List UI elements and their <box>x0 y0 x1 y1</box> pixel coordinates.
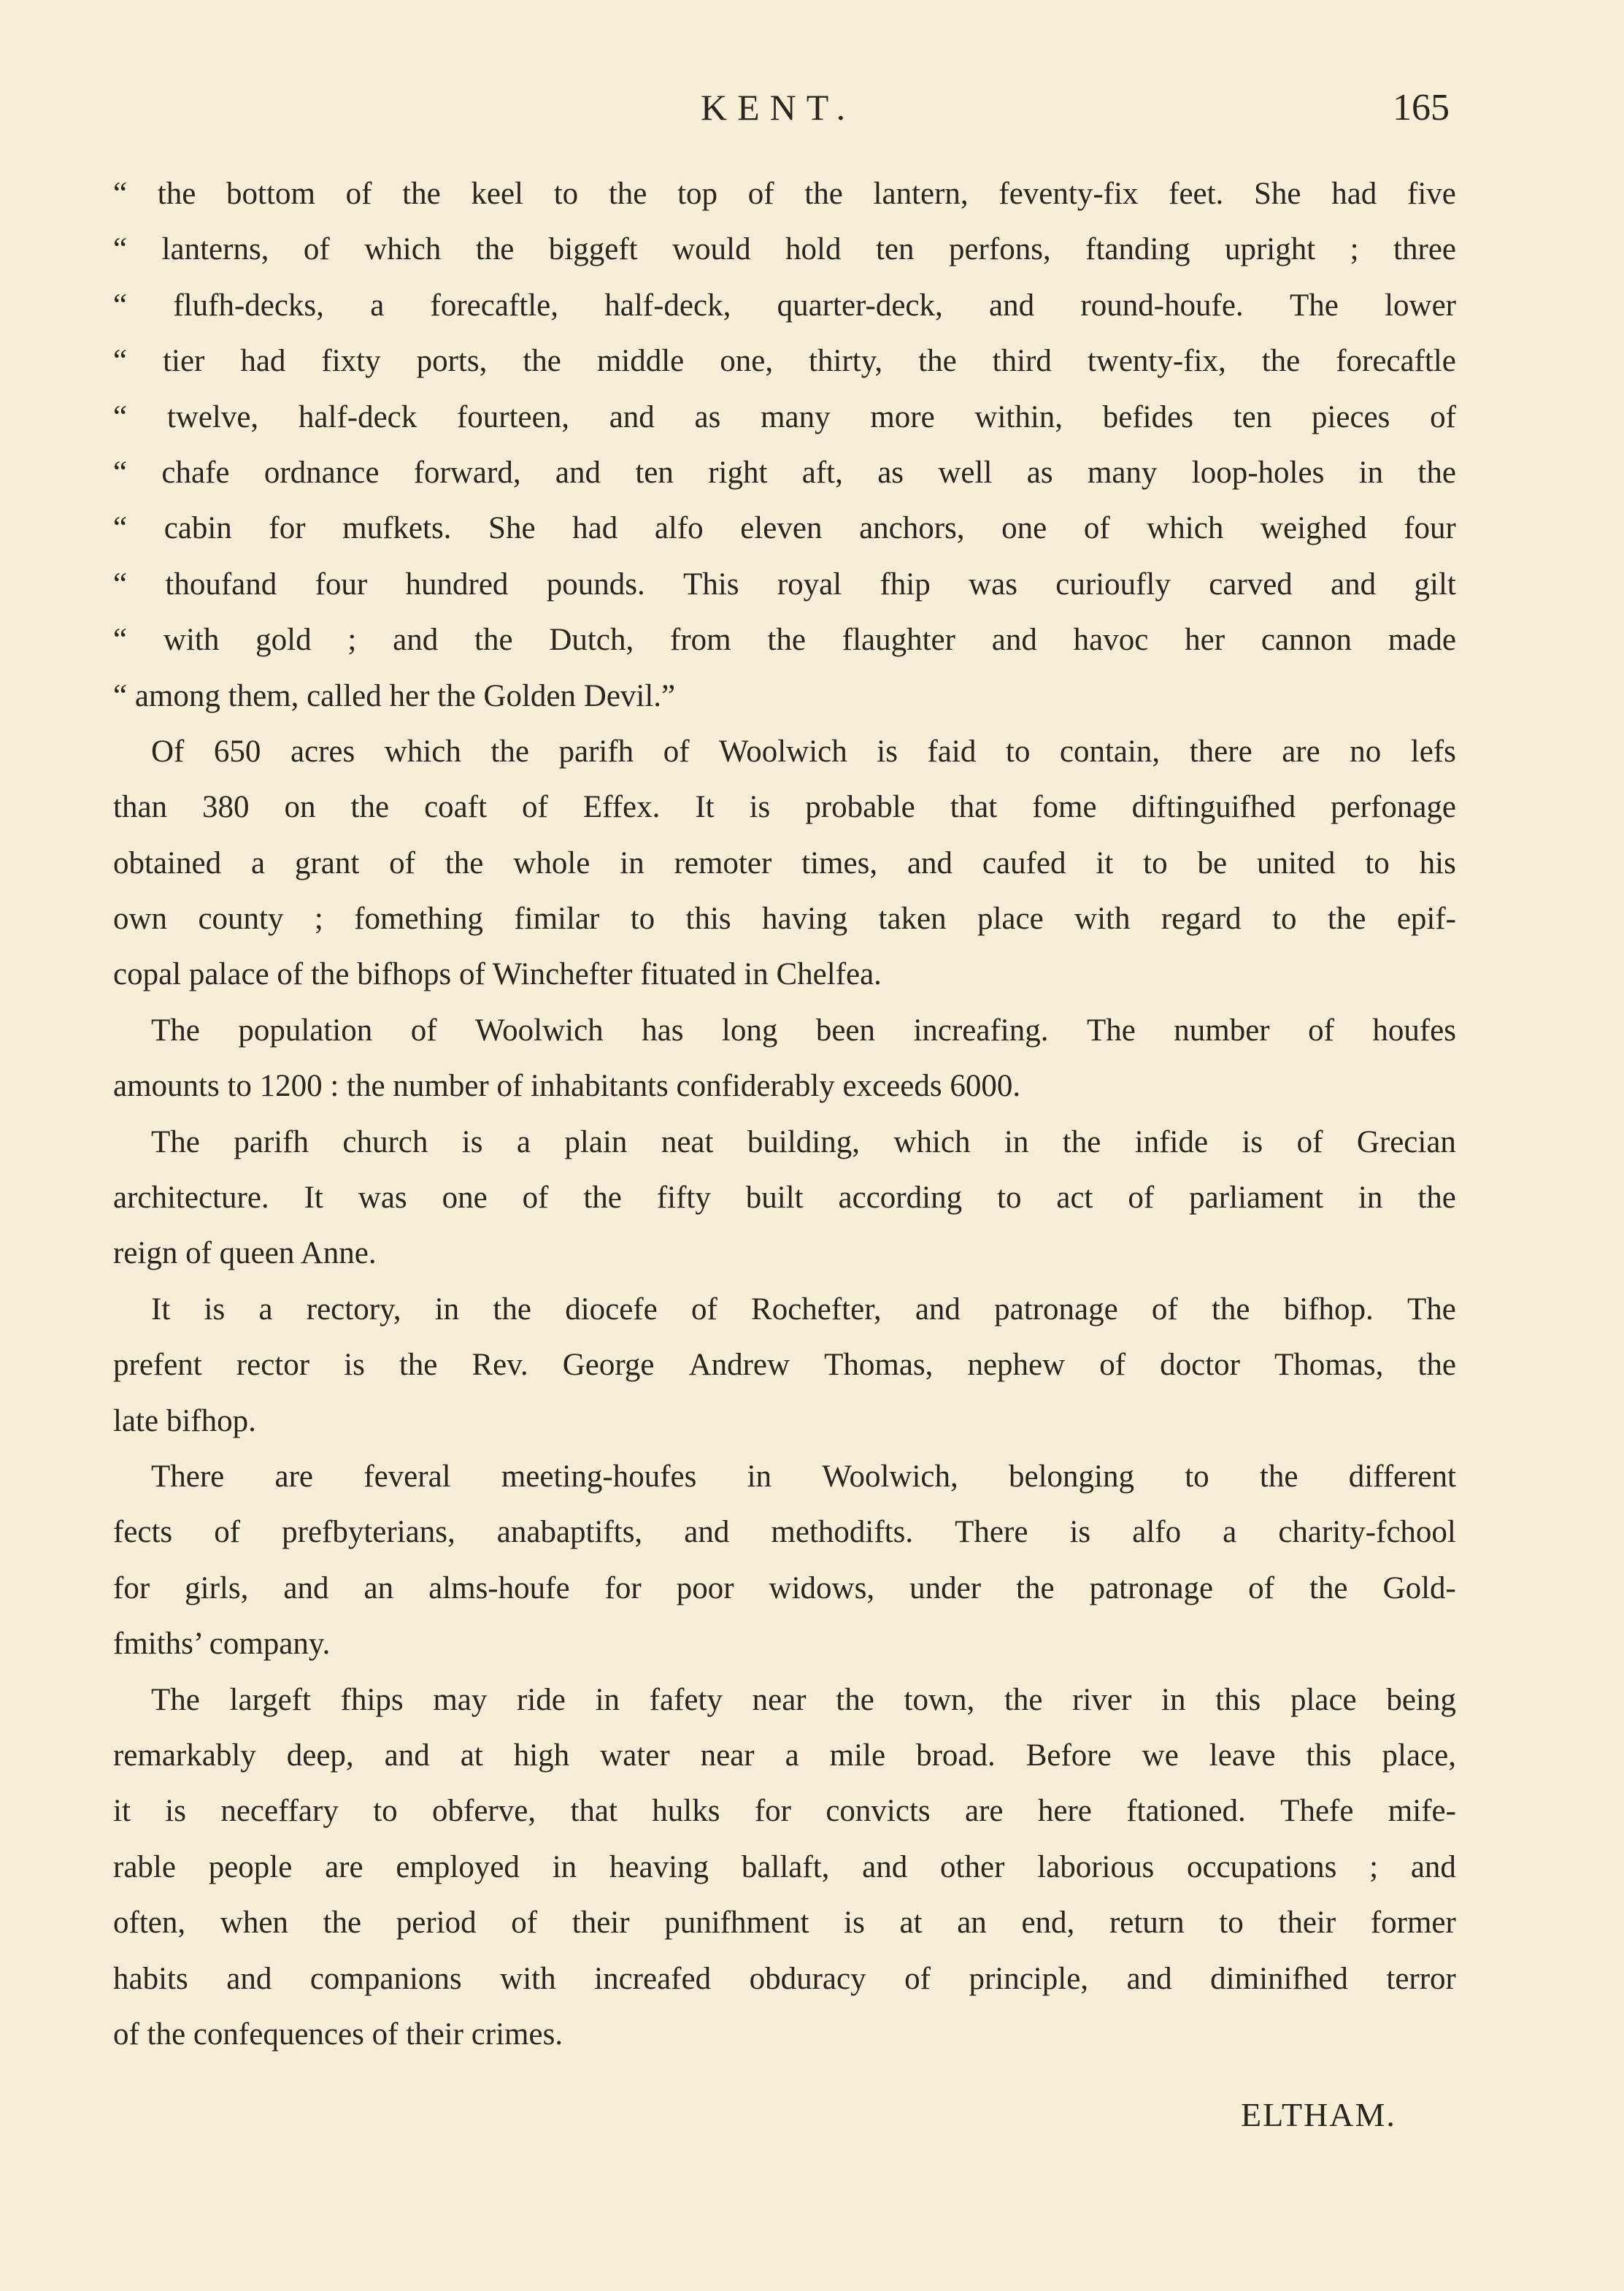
text-line: Of 650 acres which the parifh of Woolwich is faid to contain, there are no lefs <box>151 734 1456 769</box>
page-number: 165 <box>1393 87 1450 128</box>
text-line: “ thoufand four hundred pounds. This royal fhip was curioufly carved and gilt <box>113 567 1456 602</box>
text-line: “ lanterns, of which the biggeft would hold ten perfons, ftanding upright ; three <box>113 232 1456 267</box>
text-line: “ twelve, half-deck fourteen, and as many more within, befides ten pieces of <box>113 399 1456 434</box>
text-line: rable people are employed in heaving ballaft, and other laborious occupations ; and <box>113 1849 1456 1884</box>
text-line: “ cabin for mufkets. She had alfo eleven anchors, one of which weighed four <box>113 511 1456 546</box>
text-line: It is a rectory, in the diocefe of Rochefter, and patronage of the bifhop. The <box>151 1292 1456 1327</box>
text-line: “ the bottom of the keel to the top of the lantern, feventy-fix feet. She had five <box>113 177 1456 211</box>
text-line: architecture. It was one of the fifty built according to act of parliament in the <box>113 1181 1456 1216</box>
text-line: The population of Woolwich has long been increafing. The number of houfes <box>151 1013 1456 1048</box>
text-line: late bifhop. <box>113 1403 256 1438</box>
text-line: “ with gold ; and the Dutch, from the flaughter and havoc her cannon made <box>113 623 1456 658</box>
text-line: amounts to 1200 : the number of inhabitants confiderably exceeds 6000. <box>113 1069 1021 1104</box>
text-line: The largeft fhips may ride in fafety near the town, the river in this place being <box>151 1682 1456 1717</box>
text-line: “ flufh-decks, a forecaftle, half-deck, quarter-deck, and round-houfe. The lower <box>113 288 1456 323</box>
running-title: KENT. <box>701 87 856 128</box>
text-line: often, when the period of their punifhment is at an end, return to their former <box>113 1906 1456 1941</box>
body-text <box>113 166 1456 2062</box>
text-line: it is neceffary to obferve, that hulks for convicts are here ftationed. Thefe mife- <box>113 1794 1456 1829</box>
text-line: “ among them, called her the Golden Devil.” <box>113 678 676 713</box>
text-line: “ chafe ordnance forward, and ten right aft, as well as many loop-holes in the <box>113 455 1456 490</box>
text-line: for girls, and an alms-houfe for poor widows, under the patronage of the Gold- <box>113 1570 1456 1605</box>
text-line: The parifh church is a plain neat building, which in the infide is of Grecian <box>151 1124 1456 1159</box>
text-line: prefent rector is the Rev. George Andrew Thomas, nephew of doctor Thomas, the <box>113 1348 1456 1383</box>
text-line: obtained a grant of the whole in remoter times, and caufed it to be united to his <box>113 845 1456 880</box>
text-line: habits and companions with increafed obduracy of principle, and diminifhed terror <box>113 1961 1456 1996</box>
text-line: own county ; fomething fimilar to this having taken place with regard to the epif- <box>113 902 1456 937</box>
text-line: There are feveral meeting-houfes in Woolwich, belonging to the different <box>151 1459 1456 1494</box>
text-line: fects of prefbyterians, anabaptifts, and methodifts. There is alfo a charity-fchool <box>113 1515 1456 1550</box>
catchword: ELTHAM. <box>1241 2096 1396 2133</box>
text-line: remarkably deep, and at high water near a mile broad. Before we leave this place, <box>113 1738 1456 1773</box>
text-line: of the confequences of their crimes. <box>113 2016 563 2052</box>
text-line: copal palace of the bifhops of Winchefter fituated in Chelfea. <box>113 957 882 992</box>
text-line: fmiths’ company. <box>113 1627 331 1662</box>
text-line: reign of queen Anne. <box>113 1236 377 1271</box>
text-line: “ tier had fixty ports, the middle one, thirty, the third twenty-fix, the forecaftle <box>113 344 1456 379</box>
text-line: than 380 on the coaft of Effex. It is probable that fome diftinguifhed perfonage <box>113 790 1456 825</box>
